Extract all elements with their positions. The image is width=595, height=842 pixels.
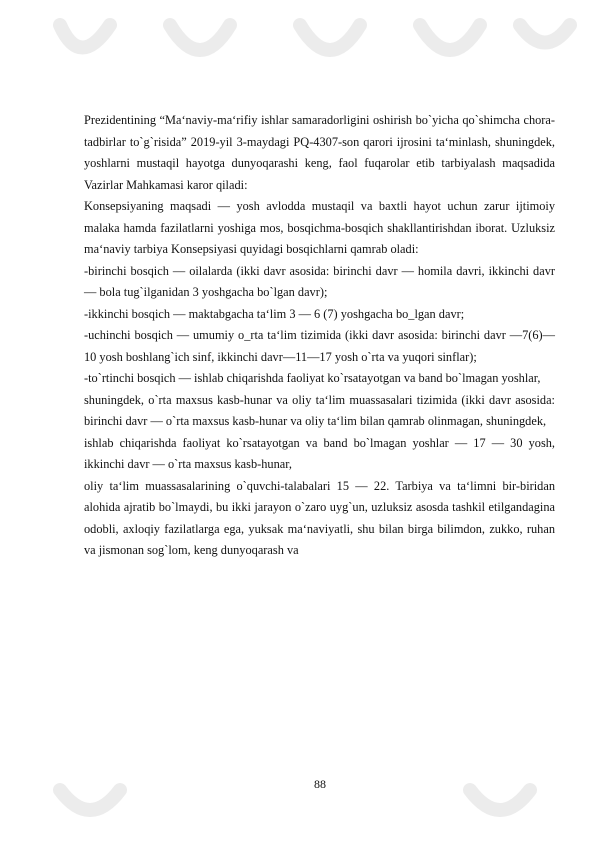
paragraph: Konsepsiyaning maqsadi — yosh avlodda mustaqil va baxtli hayot uchun zarur ijtimoiy malaka hamda fazilatlarni yoshiga mos, bosqichma-bosqich shakllantirishdan iborat. Uzluksiz ma‘naviy tarbiya Konsepsiyasi quyidagi bosqichlarni qamrab oladi: [84,199,555,256]
paragraph: oliy ta‘lim muassasalarining o`quvchi-talabalari 15 — 22. Tarbiya va ta‘limni bir-biridan alohida ajratib bo`lmaydi, bu ikki jarayon o`zaro uyg`un, uzluksiz asosda tashkil etilgandagina odobli, axloqiy fazilatlarga ega, yuksak ma‘naviyatli, shu bilan birga bilimdon, zukko, ruhan va jismonan sog`lom, keng dunyoqarash va [84,478,555,557]
paragraph: -birinchi bosqich — oilalarda (ikki davr asosida: birinchi davr — homila davri, ikkinchi davr — bola tug`ilganidan 3 yoshgacha bo`lgan davr); [84,263,555,299]
paragraph: -to`rtinchi bosqich — ishlab chiqarishda faoliyat ko`rsatayotgan va band bo`lmagan yoshlar, [84,371,541,385]
paragraph: ishlab chiqarishda faoliyat ko`rsatayotgan va band bo`lmagan yoshlar — 17 — 30 yosh, ikkinchi davr — o`rta maxsus kasb-hunar, [84,435,555,471]
page-number: 88 [314,777,326,791]
paragraph: -ikkinchi bosqich — maktabgacha ta‘lim 3 — 6 (7) yoshgacha bo_lgan davr; [84,306,465,321]
document-body [84,110,555,562]
paragraph: shuningdek, o`rta maxsus kasb-hunar va oliy ta‘lim muassasalari tizimida (ikki davr asosida: birinchi davr — o`rta maxsus kasb-hunar va oliy ta‘lim bilan qamrab olinmagan, shuningdek, [84,392,555,428]
paragraph: -uchinchi bosqich — umumiy o_rta ta‘lim tizimida (ikki davr asosida: birinchi davr —7(6)—10 yosh boshlang`ich sinf, ikkinchi davr—11—17 yosh o`rta va yuqori sinflar); [84,328,555,364]
paragraph: Prezidentining “Ma‘naviy-ma‘rifiy ishlar samaradorligini oshirish bo`yicha qo`shimcha chora-tadbirlar to`g`risida” 2019-yil 3-maydagi PQ-4307-son qarori ijrosini ta‘minlash, shuningdek, yoshlarni mustaqil hayotga dunyoqarashi keng, faol fuqarolar etib tarbiyalash maqsadida Vazirlar Mahkamasi karor qiladi: [84,113,555,192]
